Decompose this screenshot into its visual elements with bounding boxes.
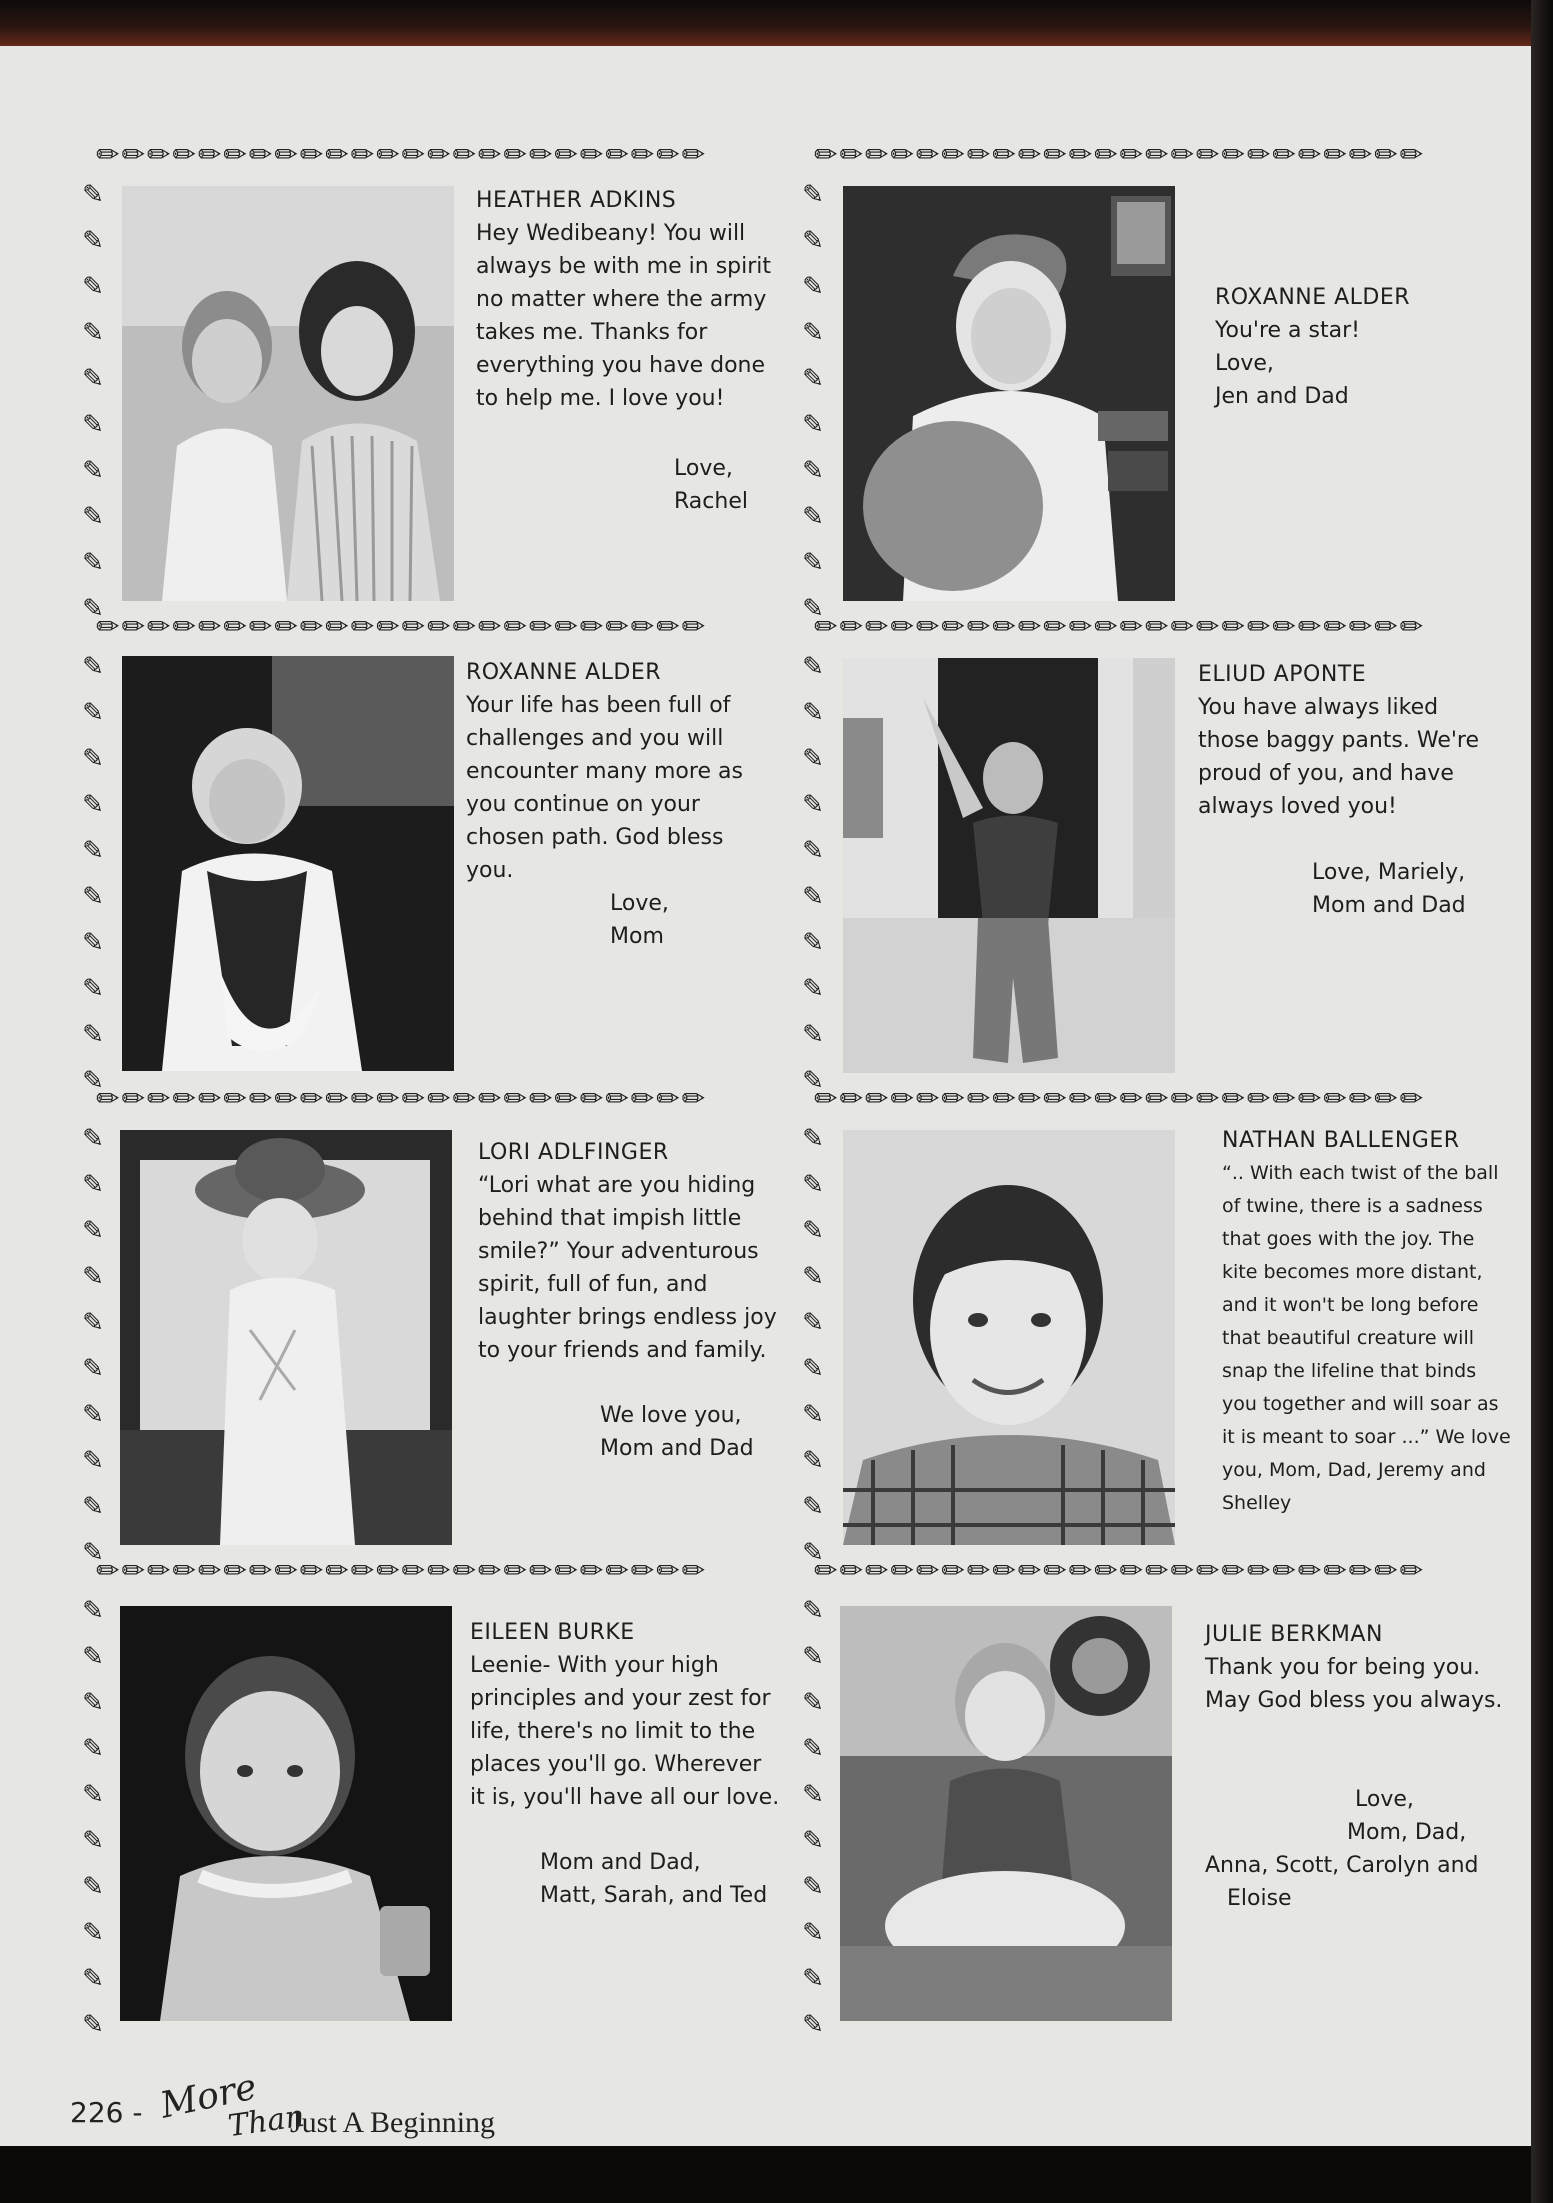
ad-message: Thank you for being you. May God bless you always. <box>1205 1655 1503 1713</box>
footer-title-more: More <box>156 2066 261 2127</box>
ad-name: ROXANNE ALDER <box>466 660 662 685</box>
crayon-border-left: ✎ ✎ ✎ ✎ ✎ ✎ ✎ ✎ ✎ ✎ <box>82 1596 104 2040</box>
crayon-border-top: ✏✏✏✏✏✏✏✏✏✏✏✏✏✏✏✏✏✏✏✏✏✏✏✏ <box>96 1558 708 1584</box>
ad-name: ROXANNE ALDER <box>1215 285 1411 310</box>
ad-name: ELIUD APONTE <box>1198 662 1367 687</box>
ad-signature: Love, Mariely, Mom and Dad <box>1312 860 1466 918</box>
crayon-border-divider: ✎ ✎ ✎ ✎ ✎ ✎ ✎ ✎ ✎ ✎ <box>802 1596 824 2040</box>
book-binding-top <box>0 0 1553 48</box>
ad-message: “Lori what are you hiding behind that impish little smile?” Your adventurous spirit, full of fun, and laughter brings endless joy to your friends and family. <box>478 1173 777 1363</box>
signature-line: Anna, Scott, Carolyn and <box>1205 1853 1479 1878</box>
crayon-border-top: ✏✏✏✏✏✏✏✏✏✏✏✏✏✏✏✏✏✏✏✏✏✏✏✏ <box>96 142 708 168</box>
signature-line: Mom, Dad, <box>1347 1820 1467 1845</box>
toddler-with-ball-photo <box>843 186 1175 601</box>
ad-name: LORI ADLFINGER <box>478 1140 669 1165</box>
crayon-border-top: ✏✏✏✏✏✏✏✏✏✏✏✏✏✏✏✏✏✏✏✏✏✏✏✏ <box>96 614 708 640</box>
ad-name: EILEEN BURKE <box>470 1620 635 1645</box>
ad-signature: We love you, Mom and Dad <box>600 1403 754 1461</box>
crayon-border-top: ✏✏✏✏✏✏✏✏✏✏✏✏✏✏✏✏✏✏✏✏✏✏✏✏ <box>814 142 1426 168</box>
signature-line: Love, <box>1355 1787 1414 1812</box>
signature-line: Eloise <box>1227 1886 1292 1911</box>
ad-signature: Love, Mom <box>610 891 669 949</box>
footer-title-than: Than <box>225 2098 307 2145</box>
page-number: 226 - <box>70 2096 143 2129</box>
ad-message: Hey Wedibeany! You will always be with me in spirit no matter where the army takes me. Thanks for everything you have done to help me. I love you! <box>476 221 772 411</box>
crayon-border-top: ✏✏✏✏✏✏✏✏✏✏✏✏✏✏✏✏✏✏✏✏✏✏✏✏ <box>96 1086 708 1112</box>
girl-sitting-on-grass-photo <box>840 1606 1172 2021</box>
crayon-border-left: ✎ ✎ ✎ ✎ ✎ ✎ ✎ ✎ ✎ ✎ <box>82 1124 104 1568</box>
crayon-border-left: ✎ ✎ ✎ ✎ ✎ ✎ ✎ ✎ ✎ ✎ <box>82 180 104 624</box>
ad-signature <box>1205 1783 1525 1915</box>
crayon-border-top: ✏✏✏✏✏✏✏✏✏✏✏✏✏✏✏✏✏✏✏✏✏✏✏✏ <box>814 614 1426 640</box>
yearbook-page <box>0 46 1532 2146</box>
ad-message: Leenie- With your high principles and your zest for life, there's no limit to the places you'll go. Wherever it is, you'll have all our love. <box>470 1653 780 1810</box>
ad-name: NATHAN BALLENGER <box>1222 1128 1460 1153</box>
crayon-border-left: ✎ ✎ ✎ ✎ ✎ ✎ ✎ ✎ ✎ ✎ <box>82 652 104 1096</box>
boy-waving-photo <box>843 658 1175 1073</box>
ad-name: JULIE BERKMAN <box>1205 1622 1383 1647</box>
footer-title-rest: Just A Beginning <box>290 2106 496 2139</box>
girl-in-cowboy-hat-photo <box>120 1130 452 1545</box>
crayon-border-divider: ✎ ✎ ✎ ✎ ✎ ✎ ✎ ✎ ✎ ✎ <box>802 1124 824 1568</box>
two-girls-photo <box>122 186 454 601</box>
toddler-in-pinafore-photo <box>122 656 454 1071</box>
ad-message: “.. With each twist of the ball of twine, there is a sadness that goes with the joy. The kite becomes more distant, and it won't be long before that beautiful creature will snap the lifeline that binds you together and will soar as it is meant to soar ...” We love you, Mom, Dad, Jeremy and Shelley <box>1222 1162 1511 1514</box>
ad-name: HEATHER ADKINS <box>476 188 677 213</box>
ad-message: Your life has been full of challenges and you will encounter many more as you continue on your chosen path. God bless you. <box>466 693 743 883</box>
boy-school-portrait-photo <box>843 1130 1175 1545</box>
crayon-border-top: ✏✏✏✏✏✏✏✏✏✏✏✏✏✏✏✏✏✏✏✏✏✏✏✏ <box>814 1086 1426 1112</box>
baby-with-cup-photo <box>120 1606 452 2021</box>
ad-signature: Love, Rachel <box>674 456 748 514</box>
crayon-border-divider: ✎ ✎ ✎ ✎ ✎ ✎ ✎ ✎ ✎ ✎ <box>802 652 824 1096</box>
ad-message: You have always liked those baggy pants. We're proud of you, and have always loved you! <box>1198 695 1480 819</box>
ad-message: You're a star! Love, Jen and Dad <box>1215 318 1360 409</box>
book-binding-right <box>1531 0 1553 2203</box>
crayon-border-divider: ✎ ✎ ✎ ✎ ✎ ✎ ✎ ✎ ✎ ✎ <box>802 180 824 624</box>
ad-signature: Mom and Dad, Matt, Sarah, and Ted <box>540 1850 768 1908</box>
crayon-border-top: ✏✏✏✏✏✏✏✏✏✏✏✏✏✏✏✏✏✏✏✏✏✏✏✏ <box>814 1558 1426 1584</box>
